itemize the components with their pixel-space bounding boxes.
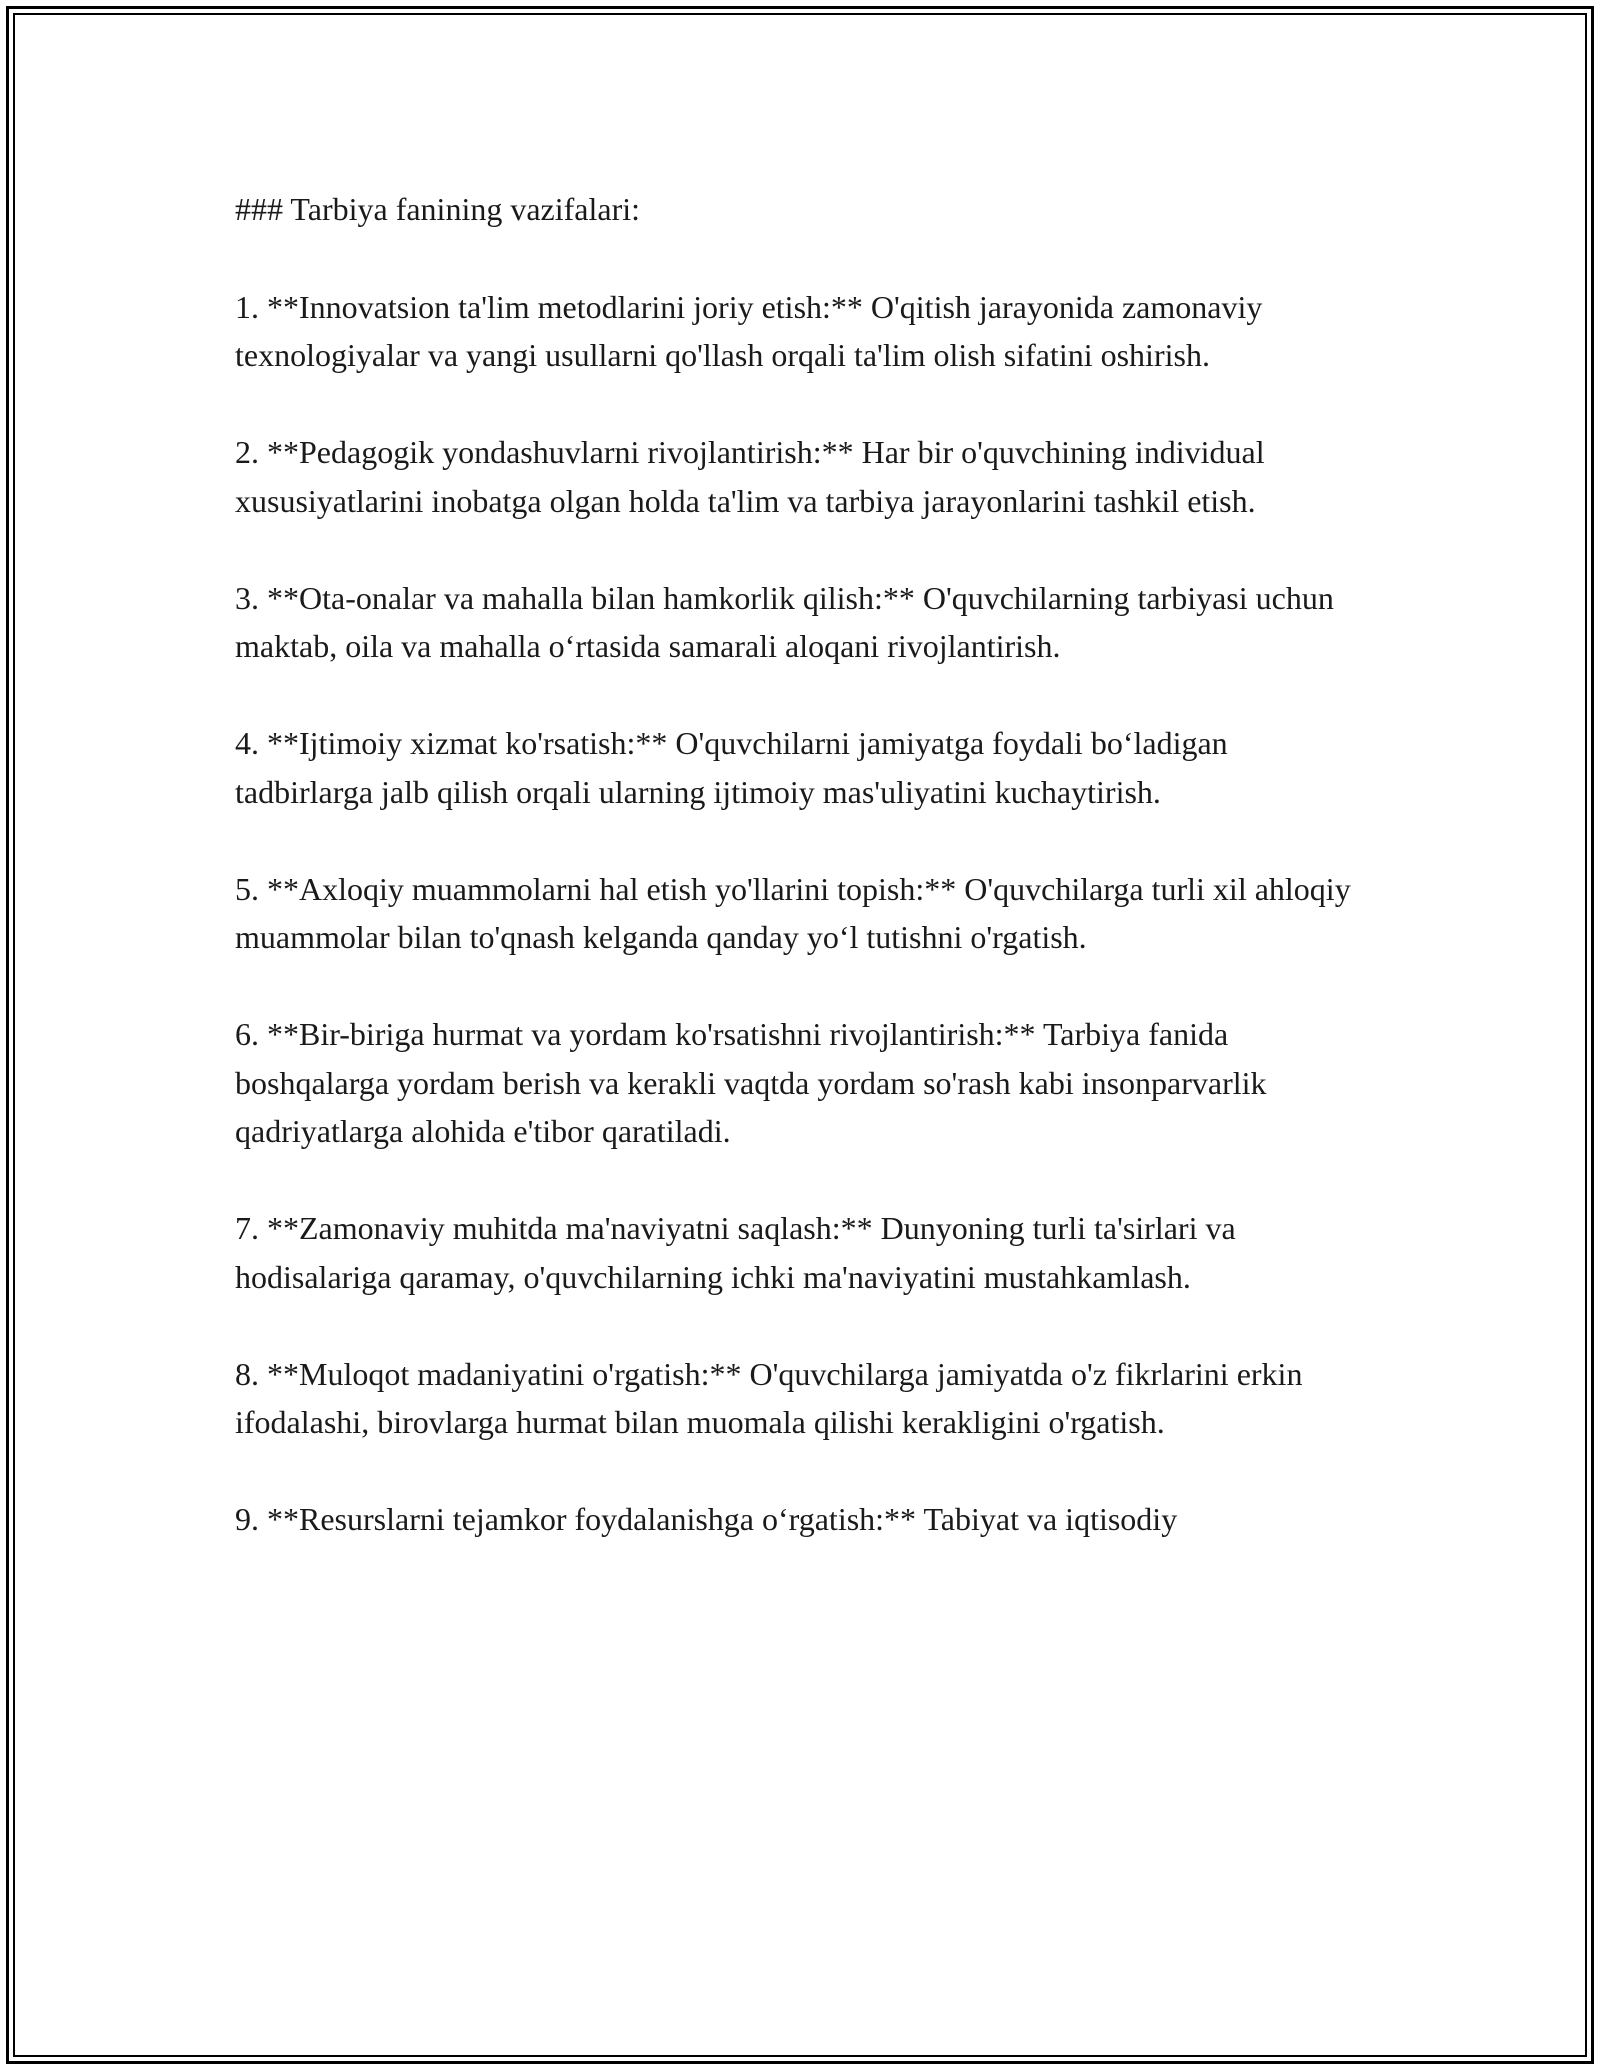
list-item-6: 6. **Bir-biriga hurmat va yordam ko'rsatishni rivojlantirish:** Tarbiya fanida boshqalarga yordam berish va kerakli vaqtda yordam so'rash kabi insonparvarlik qadriyatlarga alohida e'tibor qaratiladi.	[235, 1016, 1267, 1149]
document-heading: ### Tarbiya fanining vazifalari:	[235, 191, 641, 227]
list-item-8: 8. **Muloqot madaniyatini o'rgatish:** O'quvchilarga jamiyatda o'z fikrlarini erkin ifodalashi, birovlarga hurmat bilan muomala qilishi kerakligini o'rgatish.	[235, 1355, 1303, 1440]
document-body	[235, 185, 1365, 1592]
list-item-3: 3. **Ota-onalar va mahalla bilan hamkorlik qilish:** O'quvchilarning tarbiyasi uchun maktab, oila va mahalla o‘rtasida samarali aloqani rivojlantirish.	[235, 579, 1334, 664]
list-item-2: 2. **Pedagogik yondashuvlarni rivojlantirish:** Har bir o'quvchining individual xususiyatlarini inobatga olgan holda ta'lim va tarbiya jarayonlarini tashkil etish.	[235, 434, 1265, 519]
list-item-4: 4. **Ijtimoiy xizmat ko'rsatish:** O'quvchilarni jamiyatga foydali bo‘ladigan tadbirlarga jalb qilish orqali ularning ijtimoiy mas'uliyatini kuchaytirish.	[235, 725, 1228, 810]
list-item-7: 7. **Zamonaviy muhitda ma'naviyatni saqlash:** Dunyoning turli ta'sirlari va hodisalariga qaramay, o'quvchilarning ichki ma'naviyatini mustahkamlash.	[235, 1210, 1236, 1295]
list-item-5: 5. **Axloqiy muammolarni hal etish yo'llarini topish:** O'quvchilarga turli xil ahloqiy muammolar bilan to'qnash kelganda qanday yo‘l tutishni o'rgatish.	[235, 870, 1351, 955]
list-item-9: 9. **Resurslarni tejamkor foydalanishga o‘rgatish:** Tabiyat va iqtisodiy	[235, 1501, 1178, 1537]
list-item-1: 1. **Innovatsion ta'lim metodlarini joriy etish:** O'qitish jarayonida zamonaviy texnologiyalar va yangi usullarni qo'llash orqali ta'lim olish sifatini oshirish.	[235, 288, 1263, 373]
